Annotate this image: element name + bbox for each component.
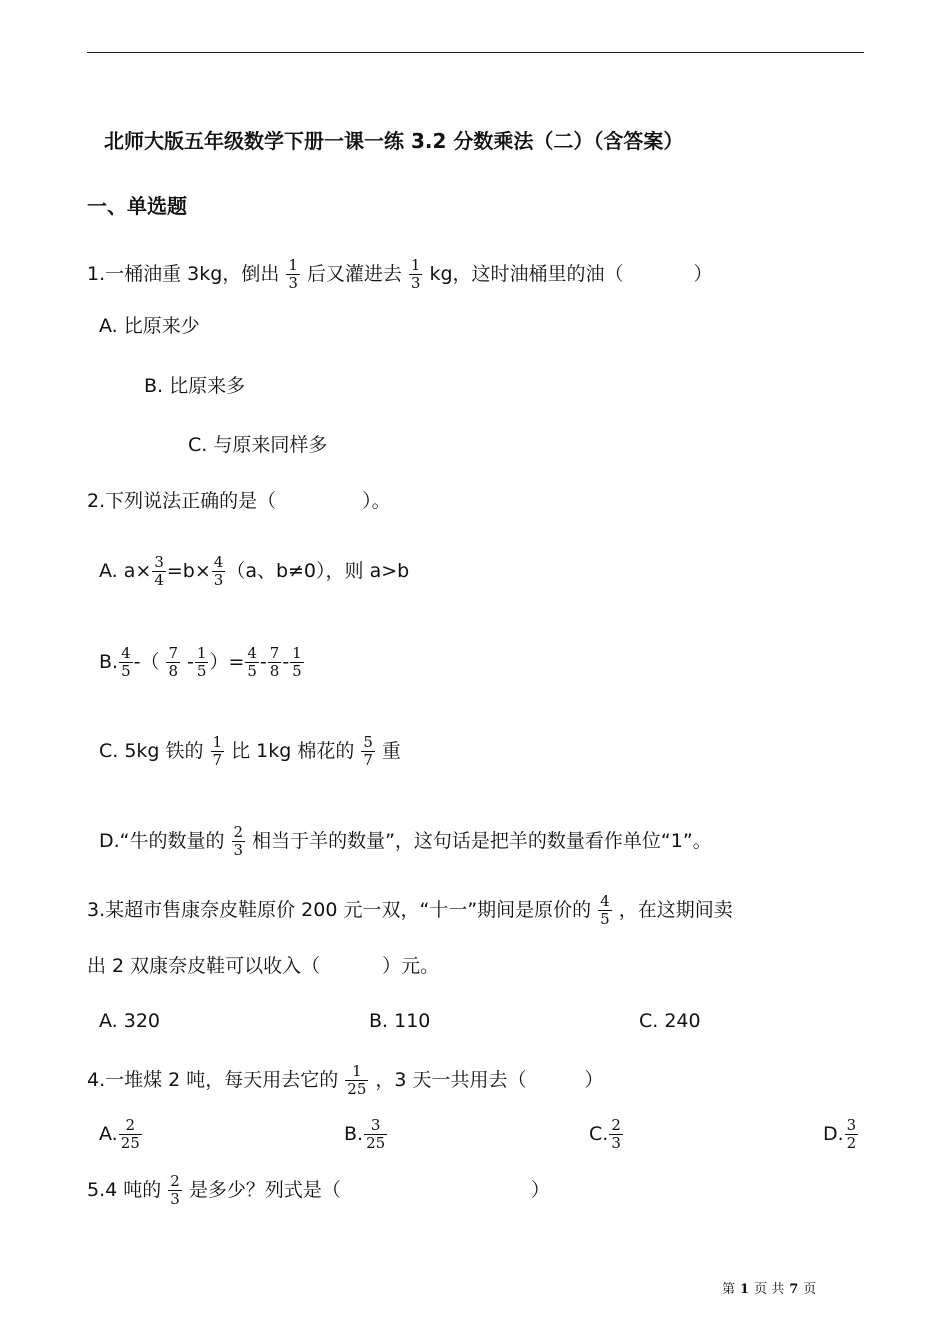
fraction: $\frac{5}{7}$ [363, 733, 373, 769]
q1-option-a[interactable]: A. 比原来少 [99, 315, 200, 337]
fraction: $\frac{3}{4}$ [154, 553, 164, 589]
q3-option-a[interactable]: A. 320 [99, 1010, 161, 1032]
fraction: $\frac{1}{5}$ [292, 644, 302, 680]
fraction: $\frac{1}{5}$ [196, 644, 207, 680]
q3-option-b[interactable]: B. 110 [369, 1010, 431, 1032]
fraction: $\frac{4}{3}$ [213, 553, 224, 589]
section-heading-single-choice: 一、单选题 [87, 194, 187, 218]
fraction: $\frac{2}{3}$ [611, 1116, 621, 1152]
fraction: $\frac{2}{3}$ [170, 1172, 180, 1208]
question-1: 1.一桶油重 3kg，倒出 $\frac{1}{3}$ 后又灌进去 $\frac{1}{3}$ kg，这时油桶里的油（ ） [87, 256, 713, 292]
q1-option-c[interactable]: C. 与原来同样多 [188, 434, 328, 456]
q2-option-a[interactable]: A. a× $\frac{3}{4}$ =b× $\frac{4}{3}$ （a、b≠0），则 a>b [99, 553, 410, 589]
header-rule [87, 52, 864, 53]
q4-option-c[interactable]: C. $\frac{2}{3}$ [589, 1116, 621, 1152]
fraction: $\frac{2}{25}$ [120, 1116, 140, 1152]
question-2: 2.下列说法正确的是（ ）。 [87, 490, 391, 512]
q4-option-b[interactable]: B. $\frac{3}{25}$ [344, 1116, 386, 1152]
fraction: $\frac{2}{3}$ [233, 823, 244, 859]
fraction: $\frac{4}{5}$ [600, 892, 610, 928]
fraction: $\frac{1}{25}$ [347, 1062, 367, 1098]
q2-option-c[interactable]: C. 5kg 铁的 $\frac{1}{7}$ 比 1kg 棉花的 $\frac{5}{7}$ 重 [99, 733, 401, 769]
fraction: $\frac{7}{8}$ [168, 644, 179, 680]
page-footer: 第 1 页 共 7 页 [722, 1282, 817, 1297]
fraction: $\frac{1}{3}$ [410, 256, 421, 292]
q2-option-d[interactable]: D.“牛的数量的 $\frac{2}{3}$ 相当于羊的数量”，这句话是把羊的数量看作单位“1”。 [99, 823, 712, 859]
document-title: 北师大版五年级数学下册一课一练 3.2 分数乘法（二）（含答案） [104, 129, 684, 153]
fraction: $\frac{3}{2}$ [846, 1116, 857, 1152]
q3-option-c[interactable]: C. 240 [639, 1010, 701, 1032]
q4-option-a[interactable]: A. $\frac{2}{25}$ [99, 1116, 140, 1152]
fraction: $\frac{4}{5}$ [247, 644, 257, 680]
question-3: 3.某超市售康奈皮鞋原价 200 元一双，“十一”期间是原价的 $\frac{4}{5}$ ，在这期间卖 [87, 892, 733, 928]
fraction: $\frac{7}{8}$ [269, 644, 280, 680]
question-4: 4.一堆煤 2 吨，每天用去它的 $\frac{1}{25}$ ，3 天一共用去（ ） [87, 1062, 604, 1098]
question-5: 5.4 吨的 $\frac{2}{3}$ 是多少？列式是（ ） [87, 1172, 550, 1208]
fraction: $\frac{3}{25}$ [366, 1116, 386, 1152]
fraction: $\frac{1}{7}$ [212, 733, 223, 769]
fraction: $\frac{4}{5}$ [121, 644, 131, 680]
fraction: $\frac{1}{3}$ [288, 256, 298, 292]
q2-option-b[interactable]: B. $\frac{4}{5}$ -（ $\frac{7}{8}$ - $\frac{1}{5}$ ）= $\frac{4}{5}$ - $\frac{7}{8}$ - $\frac{1}{5}$ [99, 644, 302, 680]
q4-option-d[interactable]: D. $\frac{3}{2}$ [823, 1116, 857, 1152]
question-3-continued: 出 2 双康奈皮鞋可以收入（ ）元。 [87, 955, 440, 977]
q1-option-b[interactable]: B. 比原来多 [144, 375, 246, 397]
